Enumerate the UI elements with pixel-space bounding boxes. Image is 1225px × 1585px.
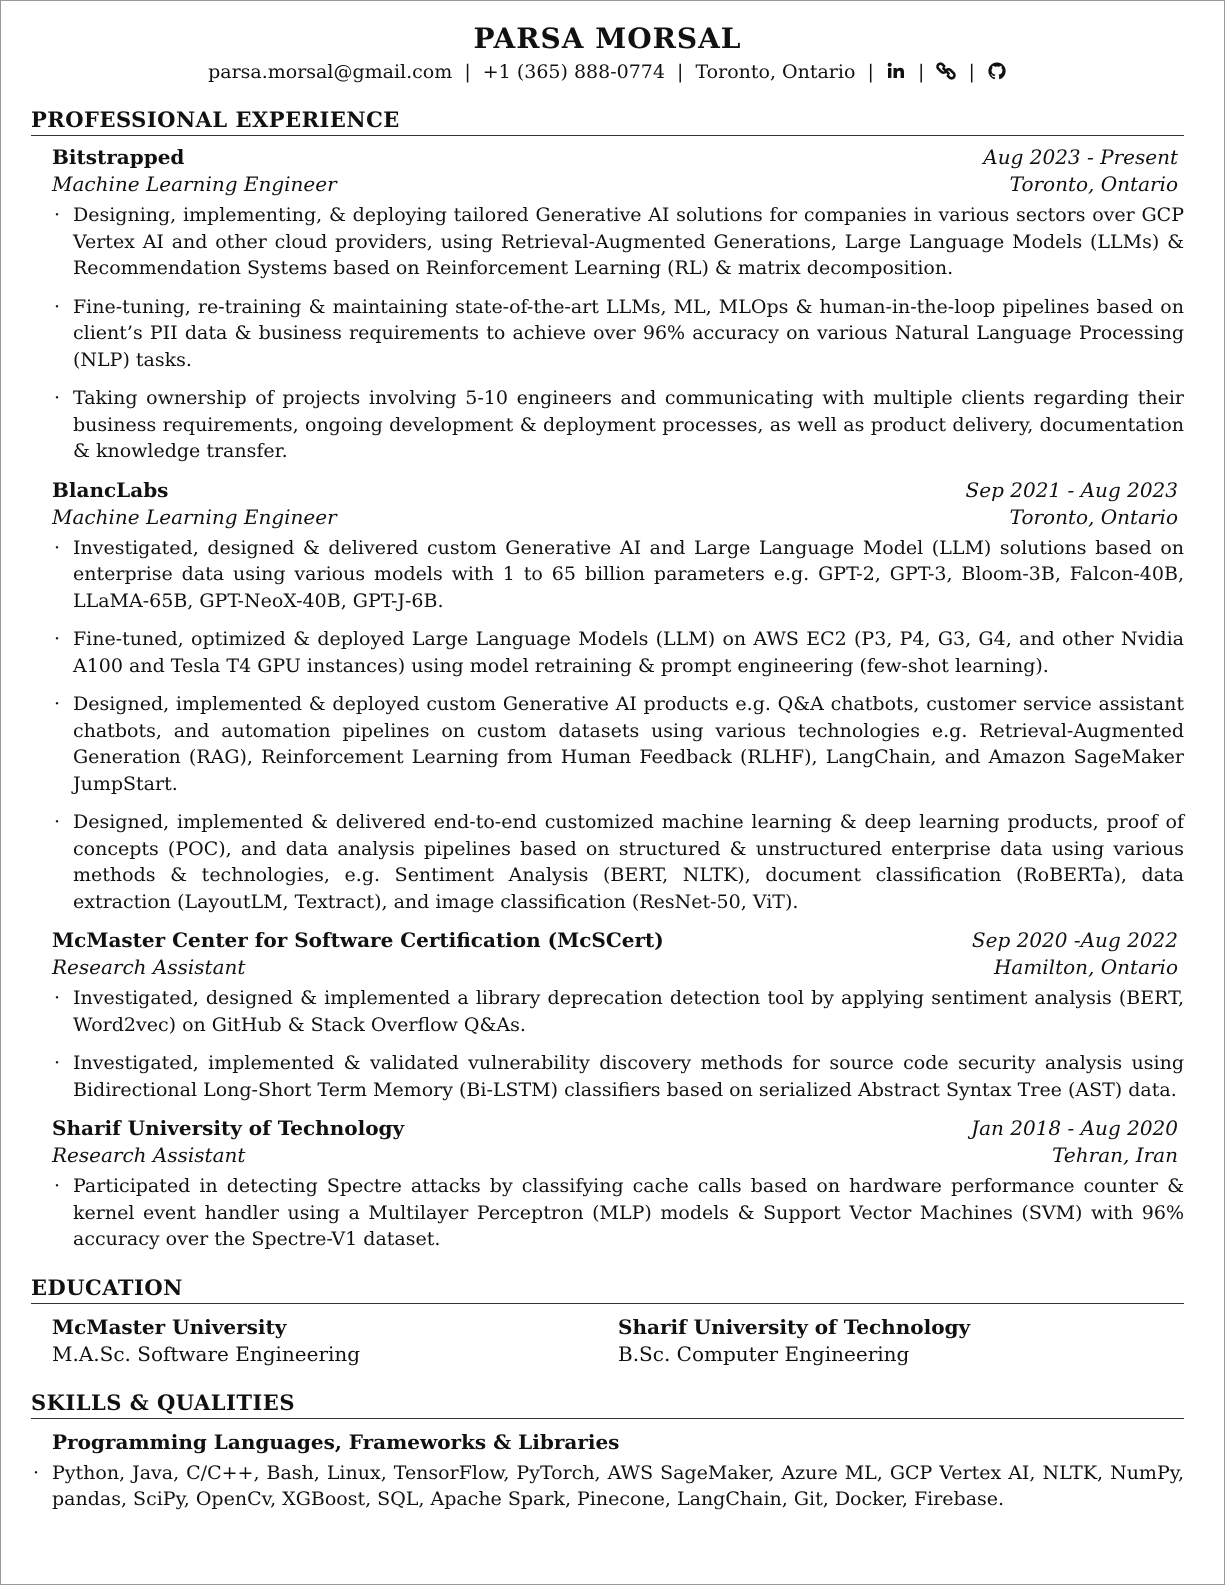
job-bullets — [52, 985, 1184, 1103]
linkedin-icon[interactable] — [886, 61, 912, 83]
bullet-item: · Designed, implemented & deployed custom Generative AI products e.g. Q&A chatbots, customer service assistant chatbots, and automation pipelines on custom datasets using various technologies e.g. Retrieval-Augmented Generation (RAG), Reinforcement Learning from Human Feedback (RLHF), LangChain, and Amazon SageMaker JumpStart. — [52, 691, 1184, 797]
email-link[interactable]: parsa.morsal@gmail.com — [208, 61, 453, 83]
job-role: Machine Learning Engineer — [52, 172, 337, 196]
job-bullets — [52, 202, 1184, 465]
separator: | — [677, 61, 684, 83]
skills-bullets — [31, 1460, 1184, 1513]
job-entry — [52, 477, 1184, 916]
contact-line — [31, 59, 1184, 85]
skills-category: Programming Languages, Frameworks & Libraries — [52, 1429, 620, 1454]
education-item — [618, 1314, 1184, 1368]
job-dates: Sep 2021 - Aug 2023 — [965, 477, 1178, 502]
separator: | — [917, 61, 925, 83]
section-title-experience: PROFESSIONAL EXPERIENCE — [31, 107, 1184, 136]
education-school: McMaster University — [52, 1314, 287, 1339]
bullet-item: · Investigated, designed & delivered custom Generative AI and Large Language Model (LLM) solutions based on enterprise data using various models with 1 to 65 billion parameters e.g. GPT-2, GPT-3, Bloom-3B, Falcon-40B, LLaMA-65B, GPT-NeoX-40B, GPT-J-6B. — [52, 535, 1184, 615]
section-title-skills: SKILLS & QUALITIES — [31, 1390, 1184, 1419]
job-dates: Aug 2023 - Present — [983, 145, 1178, 169]
job-organization: BlancLabs — [52, 477, 169, 502]
job-entry — [52, 927, 1184, 1103]
job-organization: Bitstrapped — [52, 145, 185, 169]
job-bullets — [52, 1173, 1184, 1253]
separator: | — [968, 61, 975, 83]
bullet-item: · Designed, implemented & delivered end-to-end customized machine learning & deep learning products, proof of concepts (POC), and data analysis pipelines based on structured & unstructured enterprise data using various methods & technologies, e.g. Sentiment Analysis (BERT, NLTK), document classification (RoBERTa), data extraction (LayoutLM, Textract), and image classification (ResNet-50, ViT). — [52, 809, 1184, 915]
bullet-item: · Fine-tuning, re-training & maintaining state-of-the-art LLMs, ML, MLOps & human-in-the-loop pipelines based on client’s PII data & business requirements to achieve over 96% accuracy on various Natural Language Processing (NLP) tasks. — [52, 294, 1184, 374]
job-role: Machine Learning Engineer — [52, 504, 337, 529]
phone-number[interactable]: +1 (365) 888-0774 — [482, 61, 665, 83]
location: Toronto, Ontario — [695, 61, 856, 83]
job-dates: Sep 2020 -Aug 2022 — [971, 928, 1178, 952]
candidate-name: PARSA MORSAL — [473, 22, 742, 55]
education-degree: B.Sc. Computer Engineering — [618, 1341, 910, 1366]
github-icon[interactable] — [987, 61, 1007, 83]
bullet-item: · Taking ownership of projects involving 5-10 engineers and communicating with multiple clients regarding their business requirements, ongoing development & deployment processes, as well as product delivery, documentation & knowledge transfer. — [52, 385, 1184, 465]
job-location: Toronto, Ontario — [1009, 172, 1178, 196]
separator: | — [867, 61, 874, 83]
bullet-item: · Participated in detecting Spectre attacks by classifying cache calls based on hardware performance counter & kernel event handler using a Multilayer Perceptron (MLP) models & Support Vector Machines (SVM) with 96% accuracy over the Spectre-V1 dataset. — [52, 1173, 1184, 1253]
job-location: Tehran, Iran — [1052, 1143, 1178, 1167]
separator: | — [464, 61, 471, 83]
skills-list: · Python, Java, C/C++, Bash, Linux, TensorFlow, PyTorch, AWS SageMaker, Azure ML, GCP Vertex AI, NLTK, NumPy, pandas, SciPy, OpenCv, XGBoost, SQL, Apache Spark, Pinecone, LangChain, Git, Docker, Firebase. — [31, 1460, 1184, 1513]
bullet-item: · Designing, implementing, & deploying tailored Generative AI solutions for companies in various sectors over GCP Vertex AI and other cloud providers, using Retrieval-Augmented Generations, Large Language Models (LLMs) & Recommendation Systems based on Reinforcement Learning (RL) & matrix decomposition. — [52, 202, 1184, 282]
education-item — [52, 1314, 618, 1368]
link-icon[interactable] — [936, 61, 962, 83]
job-location: Hamilton, Ontario — [993, 955, 1178, 979]
bullet-item: · Investigated, designed & implemented a library deprecation detection tool by applying sentiment analysis (BERT, Word2vec) on GitHub & Stack Overflow Q&As. — [52, 985, 1184, 1038]
job-organization: Sharif University of Technology — [52, 1116, 405, 1140]
job-bullets — [52, 535, 1184, 916]
education-degree: M.A.Sc. Software Engineering — [52, 1341, 361, 1366]
bullet-item: · Fine-tuned, optimized & deployed Large Language Models (LLM) on AWS EC2 (P3, P4, G3, G4, and other Nvidia A100 and Tesla T4 GPU instances) using model retraining & prompt engineering (few-shot learning). — [52, 626, 1184, 679]
job-role: Research Assistant — [52, 955, 246, 979]
education-school: Sharif University of Technology — [618, 1314, 971, 1339]
job-organization: McMaster Center for Software Certification (McSCert) — [52, 928, 664, 952]
job-entry — [52, 144, 1184, 465]
job-entry — [52, 1115, 1184, 1253]
job-location: Toronto, Ontario — [1009, 504, 1178, 529]
section-title-education: EDUCATION — [31, 1275, 1184, 1304]
education-list — [52, 1314, 1184, 1368]
bullet-item: · Investigated, implemented & validated vulnerability discovery methods for source code security analysis using Bidirectional Long-Short Term Memory (Bi-LSTM) classifiers based on serialized Abstract Syntax Tree (AST) data. — [52, 1050, 1184, 1103]
job-role: Research Assistant — [52, 1143, 246, 1167]
job-dates: Jan 2018 - Aug 2020 — [971, 1116, 1178, 1140]
